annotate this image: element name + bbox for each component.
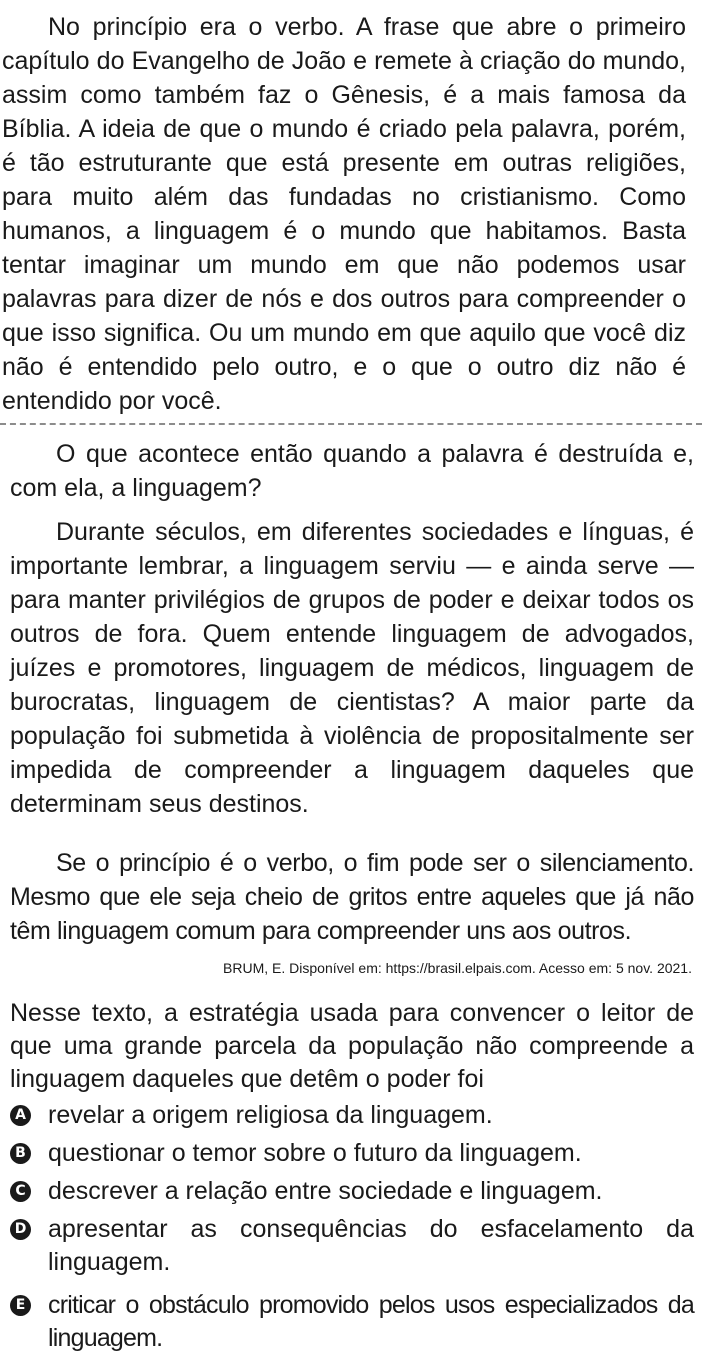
option-d[interactable] xyxy=(10,1213,694,1289)
option-d-letter-icon: D xyxy=(10,1219,31,1240)
option-a-text: revelar a origem religiosa da linguagem. xyxy=(48,1101,493,1129)
option-a[interactable] xyxy=(10,1099,694,1137)
answer-options xyxy=(10,1099,694,1355)
option-c-letter-icon: C xyxy=(10,1181,31,1202)
option-e-text: criticar o obstáculo promovido pelos usos especializados da linguagem. xyxy=(48,1291,694,1352)
question-stem: Nesse texto, a estratégia usada para convencer o leitor de que uma grande parcela da população não compreende a linguagem daqueles que detêm o poder foi xyxy=(10,999,694,1093)
option-d-text: apresentar as consequências do esfacelamento da linguagem. xyxy=(48,1215,694,1276)
source-citation: BRUM, E. Disponível em: https://brasil.elpais.com. Acesso em: 5 nov. 2021. xyxy=(223,960,692,976)
option-c[interactable] xyxy=(10,1175,694,1213)
option-c-text: descrever a relação entre sociedade e linguagem. xyxy=(48,1177,603,1205)
option-b-text: questionar o temor sobre o futuro da linguagem. xyxy=(48,1139,582,1167)
option-e[interactable] xyxy=(10,1289,694,1355)
option-b-letter-icon: B xyxy=(10,1143,31,1164)
passage-paragraph-4: Se o princípio é o verbo, o fim pode ser o silenciamento. Mesmo que ele seja cheio de gritos entre aqueles que já não têm linguagem comum para compreender uns aos outros. xyxy=(10,849,694,945)
passage-paragraph-2: O que acontece então quando a palavra é destruída e, com ela, a linguagem? xyxy=(10,440,694,502)
passage-paragraph-3: Durante séculos, em diferentes sociedades e línguas, é importante lembrar, a linguagem serviu — e ainda serve — para manter privilégios de grupos de poder e deixar todos os outros de fora. Quem entende linguagem de advogados, juízes e promotores, linguagem de médicos, linguagem de burocratas, linguagem de cientistas? A maior parte da população foi submetida à violência de propositalmente ser impedida de compreender a linguagem daqueles que determinam seus destinos. xyxy=(10,518,694,818)
option-b[interactable] xyxy=(10,1137,694,1175)
option-a-letter-icon: A xyxy=(10,1105,31,1126)
option-e-letter-icon: E xyxy=(10,1295,31,1316)
section-divider xyxy=(0,423,702,425)
passage-paragraph-1: No princípio era o verbo. A frase que abre o primeiro capítulo do Evangelho de João e remete à criação do mundo, assim como também faz o Gênesis, é a mais famosa da Bíblia. A ideia de que o mundo é criado pela palavra, porém, é tão estruturante que está presente em outras religiões, para muito além das fundadas no cristianismo. Como humanos, a linguagem é o mundo que habitamos. Basta tentar imaginar um mundo em que não podemos usar palavras para dizer de nós e dos outros para compreender o que isso significa. Ou um mundo em que aquilo que você diz não é entendido pelo outro, e o que o outro diz não é entendido por você. xyxy=(2,13,686,415)
